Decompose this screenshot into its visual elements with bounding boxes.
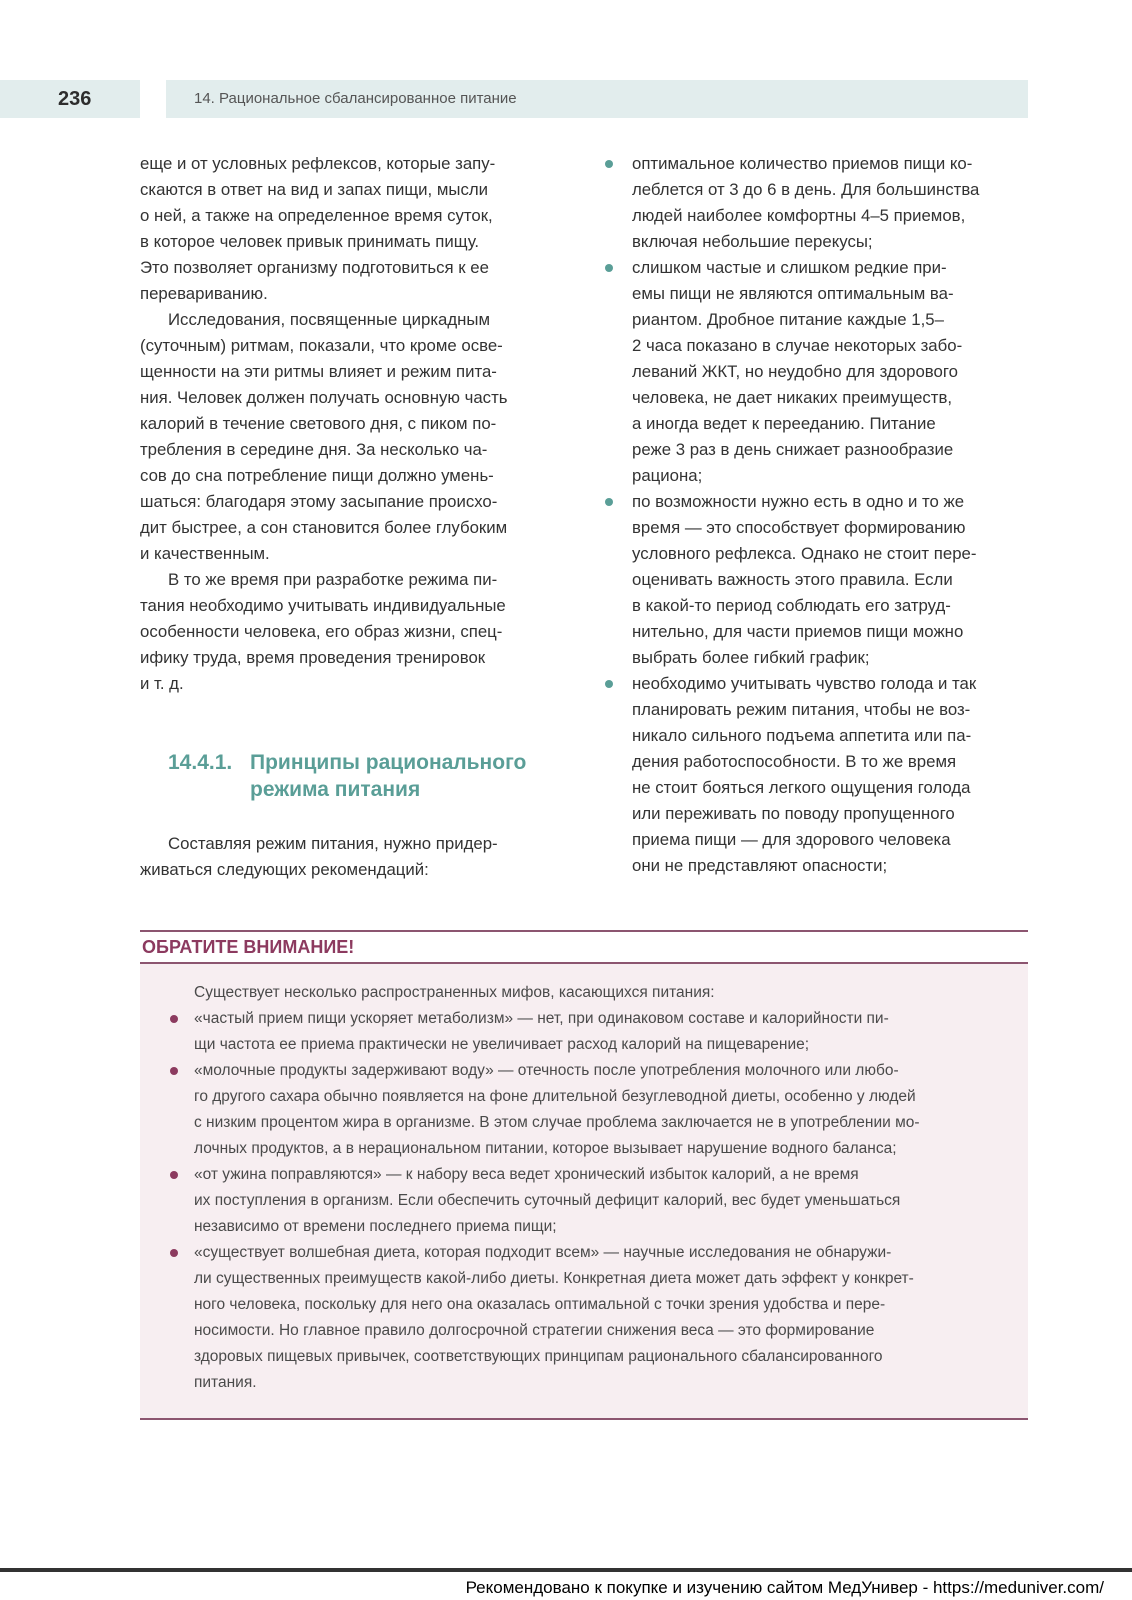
bullet-dot-icon xyxy=(170,1067,178,1075)
text-line: нительно, для части приемов пищи можно xyxy=(632,622,964,641)
text-line: 2 часа показано в случае некоторых забо- xyxy=(632,336,963,355)
text-line: щенности на эти ритмы влияет и режим пита- xyxy=(140,362,497,381)
text-line: щи частота ее приема практически не увеличивает расход калорий на пищеварение; xyxy=(194,1036,810,1053)
text-line: В то же время при разработке режима пи- xyxy=(168,570,498,589)
text-line: «существует волшебная диета, которая подходит всем» — научные исследования не обнаружи- xyxy=(194,1244,892,1261)
recommendations-list xyxy=(605,151,1030,879)
text-line: о ней, а также на определенное время суток, xyxy=(140,206,493,225)
section-number: 14.4.1. xyxy=(168,751,233,774)
text-line: ифику труда, время проведения тренировок xyxy=(140,648,486,667)
text-line: тания необходимо учитывать индивидуальные xyxy=(140,596,506,615)
text-line: с низким процентом жира в организме. В этом случае проблема заключается не в употреблении мо- xyxy=(194,1114,920,1131)
paragraph-1 xyxy=(140,151,570,307)
text-line: человека, не дает никаких преимуществ, xyxy=(632,388,953,407)
text-line: леваний ЖКТ, но неудобно для здорового xyxy=(632,362,958,381)
page-number: 236 xyxy=(58,88,92,110)
text-line: го другого сахара обычно появляется на фоне длительной безуглеводной диеты, особенно у людей xyxy=(194,1088,916,1105)
text-line: они не представляют опасности; xyxy=(632,856,888,875)
text-line: и т. д. xyxy=(140,674,184,693)
paragraph-3 xyxy=(140,567,570,697)
text-line: ли существенных преимуществ какой-либо диеты. Конкретная диета может дать эффект у конкрет- xyxy=(194,1270,914,1287)
left-column xyxy=(140,151,570,883)
myths-list xyxy=(194,1006,998,1396)
section-title-line-1: Принципы рационального xyxy=(250,751,527,774)
text-line: Исследования, посвященные циркадным xyxy=(168,310,491,329)
text-line: никало сильного подъема аппетита или па- xyxy=(632,726,972,745)
bullet-dot-icon xyxy=(170,1171,178,1179)
list-item xyxy=(605,255,1030,489)
text-line: в которое человек привык принимать пищу. xyxy=(140,232,480,251)
text-line: носимости. Но главное правило долгосрочной стратегии снижения веса — это формирование xyxy=(194,1322,875,1339)
text-line: калорий в течение светового дня, с пиком по- xyxy=(140,414,497,433)
text-line: особенности человека, его образ жизни, спец- xyxy=(140,622,503,641)
text-line: питания. xyxy=(194,1374,257,1391)
list-item xyxy=(605,151,1030,255)
text-line: емы пищи не являются оптимальным ва- xyxy=(632,284,954,303)
bullet-dot-icon xyxy=(605,264,613,272)
text-line: планировать режим питания, чтобы не воз- xyxy=(632,700,971,719)
text-line: «от ужина поправляются» — к набору веса ведет хронический избыток калорий, а не время xyxy=(194,1166,859,1183)
text-line: включая небольшие перекусы; xyxy=(632,232,873,251)
notice-body xyxy=(140,962,1028,1420)
section-title-line-2: режима питания xyxy=(250,778,421,801)
running-title: 14. Рациональное сбалансированное питание xyxy=(194,90,517,107)
text-line: время — это способствует формированию xyxy=(632,518,966,537)
text-line: требления в середине дня. За несколько ча- xyxy=(140,440,488,459)
running-header-band xyxy=(166,80,1028,118)
text-line: сов до сна потребление пищи должно умень- xyxy=(140,466,494,485)
list-item xyxy=(194,1162,998,1240)
text-line: по возможности нужно есть в одно и то же xyxy=(632,492,965,511)
text-line: выбрать более гибкий график; xyxy=(632,648,870,667)
text-line: перевариванию. xyxy=(140,284,268,303)
text-line: а иногда ведет к перееданию. Питание xyxy=(632,414,936,433)
text-line: реже 3 раз в день снижает разнообразие xyxy=(632,440,954,459)
text-line: Составляя режим питания, нужно придер- xyxy=(168,834,498,853)
bullet-dot-icon xyxy=(605,160,613,168)
text-line: не стоит бояться легкого ощущения голода xyxy=(632,778,971,797)
notice-box xyxy=(140,930,1028,1420)
right-column xyxy=(605,151,1030,879)
list-item xyxy=(605,671,1030,879)
list-item xyxy=(605,489,1030,671)
text-line: или переживать по поводу пропущенного xyxy=(632,804,955,823)
text-line: независимо от времени последнего приема пищи; xyxy=(194,1218,557,1235)
section-heading xyxy=(168,749,570,803)
list-item xyxy=(194,1240,998,1396)
text-line: и качественным. xyxy=(140,544,270,563)
text-line: дения работоспособности. В то же время xyxy=(632,752,957,771)
footer-rule xyxy=(0,1568,1132,1572)
list-item xyxy=(194,1058,998,1162)
text-line: ния. Человек должен получать основную часть xyxy=(140,388,508,407)
text-line: ного человека, поскольку для него она оказалась оптимальной с точки зрения удобства и пере- xyxy=(194,1296,886,1313)
text-line: дит быстрее, а сон становится более глубоким xyxy=(140,518,508,537)
text-line: оптимальное количество приемов пищи ко- xyxy=(632,154,973,173)
text-line: рациона; xyxy=(632,466,703,485)
text-line: здоровых пищевых привычек, соответствующих принципам рационального сбалансированного xyxy=(194,1348,883,1365)
text-line: необходимо учитывать чувство голода и так xyxy=(632,674,977,693)
bullet-dot-icon xyxy=(605,498,613,506)
notice-intro: Существует несколько распространенных мифов, касающихся питания: xyxy=(194,984,715,1001)
text-line: живаться следующих рекомендаций: xyxy=(140,860,429,879)
notice-title: ОБРАТИТЕ ВНИМАНИЕ! xyxy=(142,937,355,957)
text-line: приема пищи — для здорового человека xyxy=(632,830,951,849)
text-line: шаться: благодаря этому засыпание происхо- xyxy=(140,492,498,511)
text-line: «молочные продукты задерживают воду» — отечность после употребления молочного или любо- xyxy=(194,1062,899,1079)
footer-text: Рекомендовано к покупке и изучению сайтом МедУнивер - https://meduniver.com/ xyxy=(465,1578,1104,1597)
text-line: риантом. Дробное питание каждые 1,5– xyxy=(632,310,944,329)
paragraph-2 xyxy=(140,307,570,567)
text-line: людей наиболее комфортны 4–5 приемов, xyxy=(632,206,966,225)
bullet-dot-icon xyxy=(170,1015,178,1023)
text-line: скаются в ответ на вид и запах пищи, мысли xyxy=(140,180,489,199)
text-line: еще и от условных рефлексов, которые запу- xyxy=(140,154,496,173)
text-line: в какой-то период соблюдать его затруд- xyxy=(632,596,951,615)
text-line: Это позволяет организму подготовиться к ее xyxy=(140,258,489,277)
text-line: «частый прием пищи ускоряет метаболизм» — нет, при одинаковом составе и калорийности пи- xyxy=(194,1010,889,1027)
bullet-dot-icon xyxy=(170,1249,178,1257)
bullet-dot-icon xyxy=(605,680,613,688)
text-line: (суточным) ритмам, показали, что кроме осве- xyxy=(140,336,503,355)
text-line: их поступления в организм. Если обеспечить суточный дефицит калорий, вес будет уменьшаться xyxy=(194,1192,901,1209)
text-line: оценивать важность этого правила. Если xyxy=(632,570,953,589)
paragraph-4 xyxy=(140,831,570,883)
text-line: условного рефлекса. Однако не стоит пере- xyxy=(632,544,977,563)
text-line: леблется от 3 до 6 в день. Для большинства xyxy=(632,180,980,199)
text-line: лочных продуктов, а в нерациональном питании, которое вызывает нарушение водного баланса; xyxy=(194,1140,897,1157)
text-line: слишком частые и слишком редкие при- xyxy=(632,258,947,277)
list-item xyxy=(194,1006,998,1058)
